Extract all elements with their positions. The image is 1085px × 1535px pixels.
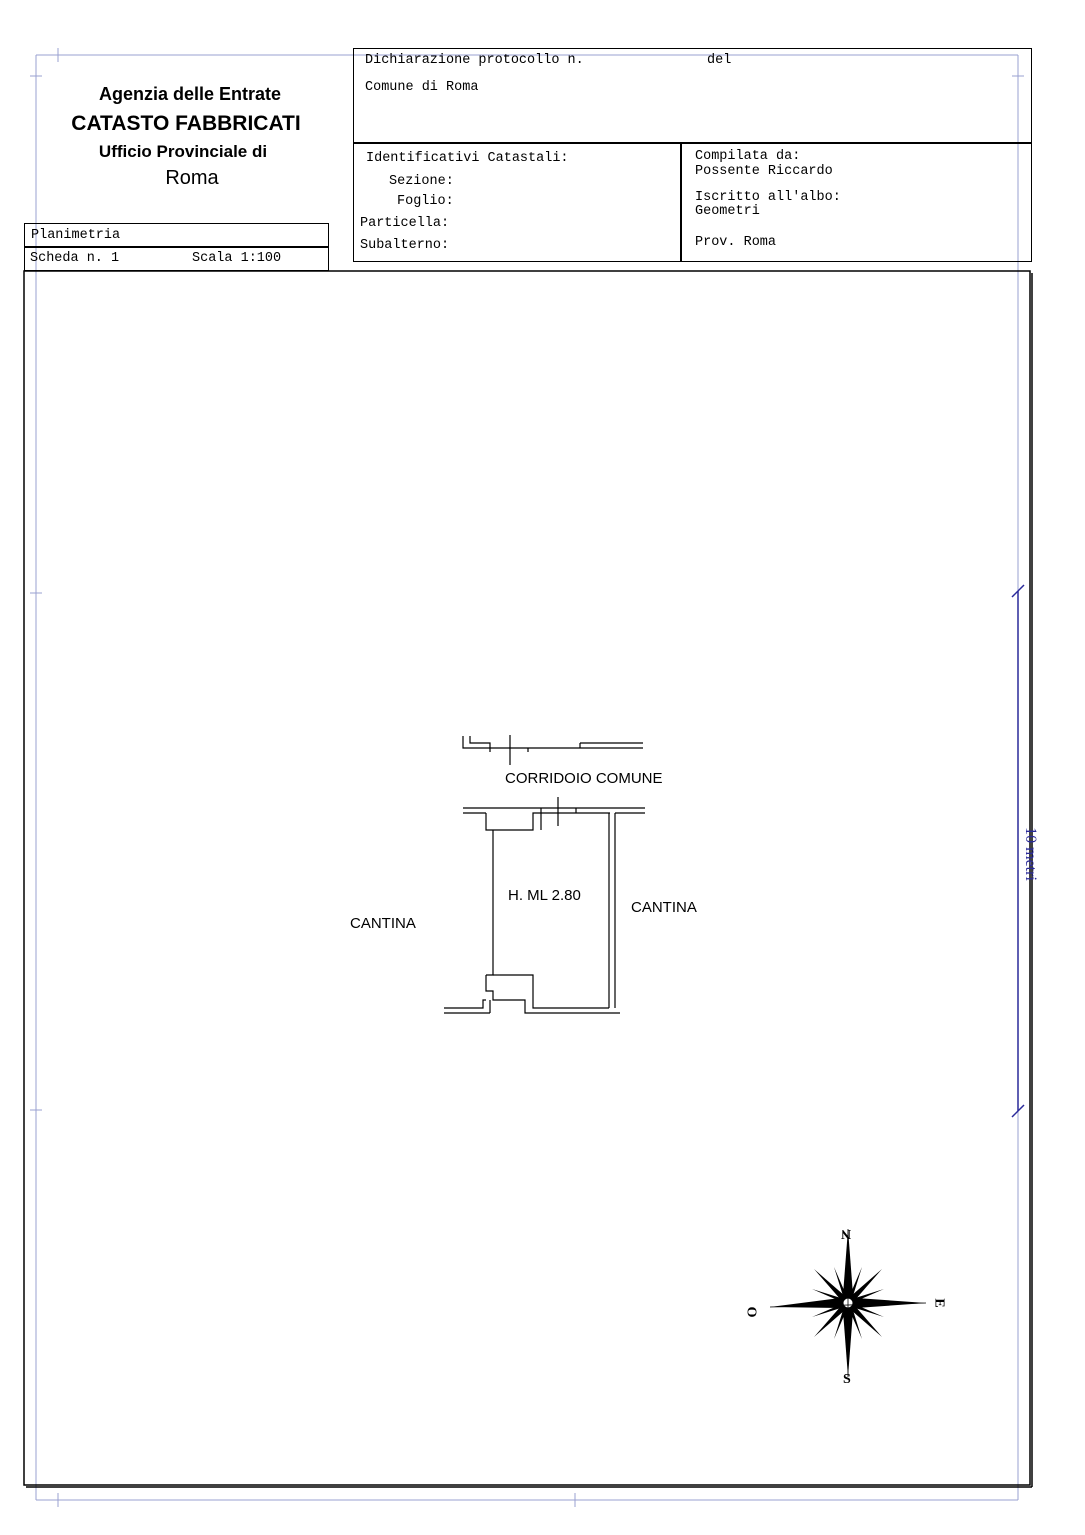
compass-south: S: [843, 1372, 851, 1387]
foglio-label: Foglio:: [397, 194, 454, 209]
right-cellar-label: CANTINA: [631, 899, 697, 916]
compass-north: N: [841, 1226, 852, 1241]
sheet-info-box: [24, 246, 329, 271]
sezione-label: Sezione:: [389, 174, 454, 189]
compass-east: E: [931, 1298, 947, 1308]
compass-rose: [770, 1229, 926, 1377]
subalterno-label: Subalterno:: [360, 238, 450, 253]
corridor-label: CORRIDOIO COMUNE: [505, 770, 663, 787]
declaration-box: [353, 48, 1032, 144]
agency-name: Agenzia delle Entrate: [98, 84, 282, 104]
left-cellar-label: CANTINA: [350, 915, 416, 932]
cadastre-title: CATASTO FABBRICATI: [71, 112, 301, 135]
comune-label: Comune di Roma: [365, 80, 479, 95]
compiler-label: Compilata da:: [695, 149, 801, 164]
room-height-label: H. ML 2.80: [508, 887, 581, 904]
scale-label: Scala 1:100: [192, 251, 282, 266]
albo-label: Iscritto all'albo:: [695, 190, 841, 205]
albo-value: Geometri: [695, 204, 760, 219]
identifiers-box: [353, 142, 1032, 262]
plan-type-label: Planimetria: [31, 228, 121, 243]
compiler-name: Possente Riccardo: [695, 164, 833, 179]
particella-label: Particella:: [360, 216, 450, 231]
compiler-province: Prov. Roma: [695, 235, 777, 250]
office-city: Roma: [165, 167, 219, 189]
compiler-divider: [680, 143, 682, 261]
scheda-label: Scheda n. 1: [30, 251, 120, 266]
protocol-label: Dichiarazione protocollo n.: [365, 53, 584, 68]
identifiers-title: Identificativi Catastali:: [366, 151, 569, 166]
scale-bar-label: 10 metri: [1021, 827, 1039, 881]
provincial-office: Ufficio Provinciale di: [98, 142, 268, 161]
compass-west: O: [745, 1306, 761, 1318]
date-label: del: [707, 53, 732, 68]
plan-type-box: [24, 223, 329, 248]
